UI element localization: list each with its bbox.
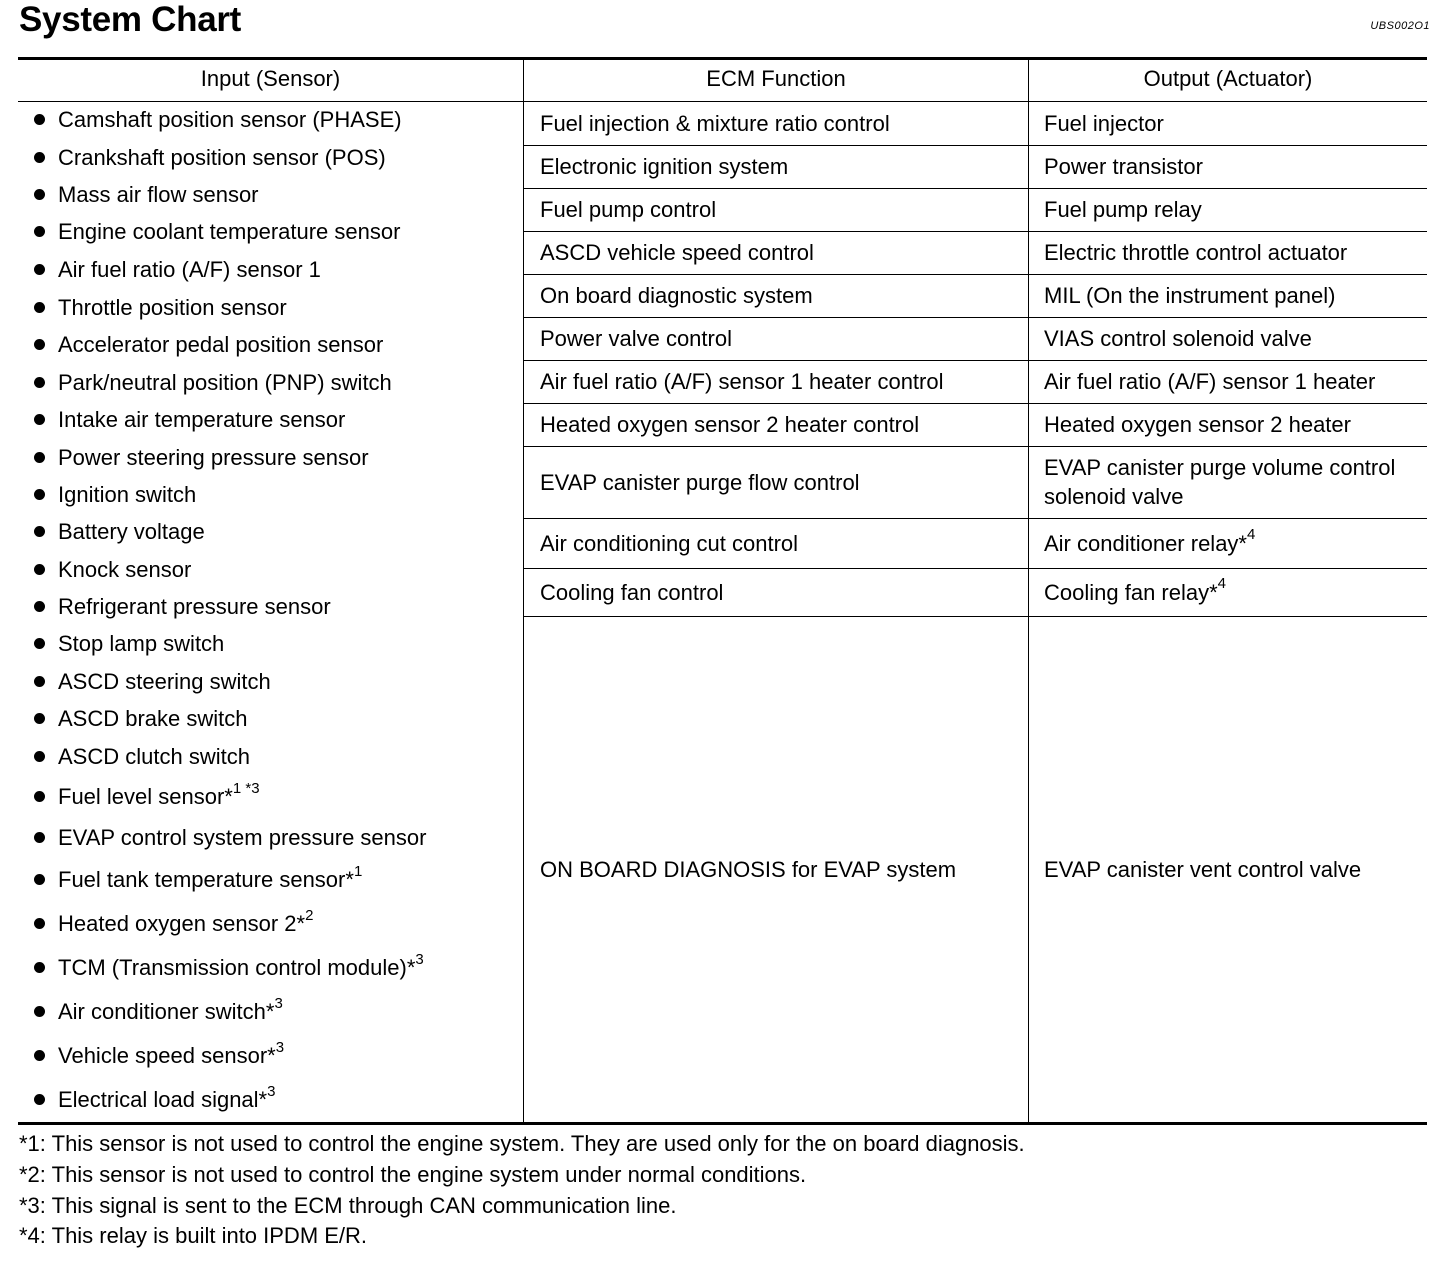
actuator-label: EVAP canister vent control valve bbox=[1044, 856, 1362, 882]
sensor-label: Park/neutral position (PNP) switch bbox=[58, 370, 392, 395]
bullet-icon bbox=[34, 264, 45, 275]
bullet-icon bbox=[34, 832, 45, 843]
actuator-output-cell bbox=[1044, 231, 1424, 274]
sensor-item bbox=[34, 825, 426, 851]
sensor-item bbox=[34, 594, 331, 620]
sensor-item bbox=[34, 631, 224, 657]
actuator-output-cell bbox=[1044, 145, 1424, 188]
sensor-label: Knock sensor bbox=[58, 557, 192, 582]
bullet-icon bbox=[34, 189, 45, 200]
table-bottom-rule bbox=[18, 1122, 1427, 1125]
actuator-label: VIAS control solenoid valve bbox=[1044, 326, 1312, 351]
sensor-item bbox=[34, 950, 424, 981]
sensor-item bbox=[34, 370, 392, 396]
sensor-label: Engine coolant temperature sensor bbox=[58, 219, 401, 244]
bullet-icon bbox=[34, 414, 45, 425]
bullet-icon bbox=[34, 1094, 45, 1105]
sensor-item bbox=[34, 1082, 276, 1113]
actuator-label: Electric throttle control actuator bbox=[1044, 240, 1348, 265]
actuator-output-cell bbox=[1044, 446, 1424, 518]
bullet-icon bbox=[34, 152, 45, 163]
actuator-output-cell bbox=[1044, 317, 1424, 360]
bullet-icon bbox=[34, 226, 45, 237]
sensor-footnote-ref: 3 bbox=[415, 950, 424, 968]
sensor-item bbox=[34, 862, 363, 893]
bullet-icon bbox=[34, 638, 45, 649]
bullet-icon bbox=[34, 713, 45, 724]
sensor-item bbox=[34, 557, 191, 583]
sensor-label: Heated oxygen sensor 2* bbox=[58, 911, 306, 936]
sensor-label: Battery voltage bbox=[58, 519, 205, 544]
header-input bbox=[18, 63, 523, 95]
bullet-icon bbox=[34, 1006, 45, 1017]
actuator-output-text bbox=[1044, 281, 1335, 310]
footnote-4: *4: This relay is built into IPDM E/R. bbox=[19, 1223, 368, 1248]
sensor-footnote-ref: 1 *3 bbox=[232, 779, 260, 797]
sensor-item bbox=[34, 706, 248, 732]
header-output bbox=[1029, 63, 1427, 95]
bullet-icon bbox=[34, 489, 45, 500]
bullet-icon bbox=[34, 874, 45, 885]
actuator-output-text bbox=[1044, 453, 1395, 511]
sensor-item bbox=[34, 1038, 285, 1069]
sensor-label: Electrical load signal* bbox=[58, 1087, 268, 1112]
sensor-label: ASCD clutch switch bbox=[58, 744, 250, 769]
sensor-item bbox=[34, 407, 345, 433]
sensor-footnote-ref: 2 bbox=[305, 906, 314, 924]
ecm-function-cell: Power valve control bbox=[540, 326, 732, 351]
actuator-output-cell bbox=[1044, 616, 1424, 1122]
sensor-footnote-ref: 3 bbox=[274, 994, 283, 1012]
document-code: UBS002O1 bbox=[1370, 20, 1430, 32]
ecm-function-cell: On board diagnostic system bbox=[540, 283, 813, 308]
actuator-label: Fuel injector bbox=[1044, 111, 1164, 136]
bullet-icon bbox=[34, 918, 45, 929]
bullet-icon bbox=[34, 601, 45, 612]
actuator-label: Heated oxygen sensor 2 heater bbox=[1044, 412, 1351, 437]
actuator-output-text bbox=[1044, 575, 1227, 607]
actuator-output-text bbox=[1044, 367, 1375, 396]
sensor-item bbox=[34, 107, 402, 133]
sensor-label: Fuel tank temperature sensor* bbox=[58, 867, 354, 892]
sensor-item bbox=[34, 994, 283, 1025]
sensor-item bbox=[34, 482, 196, 508]
actuator-output-cell bbox=[1044, 518, 1424, 568]
sensor-label: Accelerator pedal position sensor bbox=[58, 332, 384, 357]
bullet-icon bbox=[34, 1050, 45, 1061]
bullet-icon bbox=[34, 751, 45, 762]
sensor-label: Power steering pressure sensor bbox=[58, 445, 369, 470]
sensor-label: Camshaft position sensor (PHASE) bbox=[58, 107, 402, 132]
sensor-label: TCM (Transmission control module)* bbox=[58, 955, 416, 980]
sensor-footnote-ref: 3 bbox=[275, 1038, 285, 1056]
table-top-rule bbox=[18, 57, 1427, 60]
sensor-item bbox=[34, 744, 250, 770]
actuator-footnote-ref: 4 bbox=[1217, 575, 1227, 593]
sensor-label: ASCD brake switch bbox=[58, 706, 248, 731]
ecm-function-cell: Fuel injection & mixture ratio control bbox=[540, 111, 890, 136]
actuator-footnote-ref: 4 bbox=[1246, 526, 1256, 544]
actuator-label: MIL (On the instrument panel) bbox=[1044, 283, 1336, 308]
page-title: System Chart bbox=[19, 0, 242, 39]
sensor-item bbox=[34, 519, 205, 545]
sensor-item bbox=[34, 332, 383, 358]
sensor-label: Crankshaft position sensor (POS) bbox=[58, 145, 386, 170]
footnote-1: *1: This sensor is not used to control the engine system. They are used only for the on board diagnosis. bbox=[19, 1131, 1025, 1156]
footnote-3: *3: This signal is sent to the ECM through CAN communication line. bbox=[19, 1193, 677, 1218]
ecm-function-cell: Electronic ignition system bbox=[540, 154, 789, 179]
ecm-function-cell: ASCD vehicle speed control bbox=[540, 240, 814, 265]
column-divider-1 bbox=[523, 59, 524, 1123]
footnote-2: *2: This sensor is not used to control the engine system under normal conditions. bbox=[19, 1162, 807, 1187]
bullet-icon bbox=[34, 452, 45, 463]
actuator-output-cell bbox=[1044, 568, 1424, 616]
ecm-function-cell: Air fuel ratio (A/F) sensor 1 heater control bbox=[540, 369, 944, 394]
column-divider-2 bbox=[1028, 59, 1029, 1123]
actuator-label: Fuel pump relay bbox=[1044, 197, 1202, 222]
bullet-icon bbox=[34, 962, 45, 973]
sensor-item bbox=[34, 145, 386, 171]
sensor-label: Stop lamp switch bbox=[58, 631, 225, 656]
sensor-label: Ignition switch bbox=[58, 482, 197, 507]
sensor-label: Fuel level sensor* bbox=[58, 784, 233, 809]
header-output-main: Output bbox=[1143, 66, 1210, 91]
ecm-function-cell: Fuel pump control bbox=[540, 197, 717, 222]
bullet-icon bbox=[34, 676, 45, 687]
actuator-label: Cooling fan relay* bbox=[1044, 579, 1218, 605]
bullet-icon bbox=[34, 377, 45, 388]
sensor-item bbox=[34, 219, 400, 245]
actuator-output-text bbox=[1044, 855, 1361, 884]
actuator-output-text bbox=[1044, 195, 1202, 224]
bullet-icon bbox=[34, 114, 45, 125]
sensor-item bbox=[34, 779, 260, 810]
actuator-output-text bbox=[1044, 410, 1351, 439]
actuator-output-text bbox=[1044, 526, 1256, 558]
ecm-function-cell: Cooling fan control bbox=[540, 579, 724, 605]
ecm-function-cell: Air conditioning cut control bbox=[540, 530, 799, 556]
sensor-label: Air conditioner switch* bbox=[58, 999, 275, 1024]
actuator-label: Power transistor bbox=[1044, 154, 1203, 179]
sensor-label: Intake air temperature sensor bbox=[58, 407, 346, 432]
actuator-output-cell bbox=[1044, 403, 1424, 446]
actuator-output-text bbox=[1044, 109, 1164, 138]
sensor-item bbox=[34, 257, 321, 283]
bullet-icon bbox=[34, 302, 45, 313]
sensor-item bbox=[34, 295, 287, 321]
header-input-main: Input bbox=[200, 66, 250, 91]
sensor-label: ASCD steering switch bbox=[58, 669, 271, 694]
header-function: ECM Function bbox=[706, 66, 846, 91]
sensor-item bbox=[34, 906, 314, 937]
actuator-output-text bbox=[1044, 238, 1347, 267]
bullet-icon bbox=[34, 339, 45, 350]
actuator-output-cell bbox=[1044, 274, 1424, 317]
actuator-label: EVAP canister purge volume control bbox=[1044, 455, 1396, 480]
sensor-label: Mass air flow sensor bbox=[58, 182, 259, 207]
sensor-footnote-ref: 1 bbox=[353, 862, 363, 880]
sensor-item bbox=[34, 182, 259, 208]
actuator-label-line2: solenoid valve bbox=[1044, 484, 1184, 509]
sensor-label: Refrigerant pressure sensor bbox=[58, 594, 331, 619]
sensor-footnote-ref: 3 bbox=[267, 1082, 276, 1100]
bullet-icon bbox=[34, 526, 45, 537]
sensor-item bbox=[34, 445, 369, 471]
header-input-sub: (Sensor) bbox=[255, 66, 341, 91]
actuator-output-cell bbox=[1044, 102, 1424, 145]
sensor-label: Throttle position sensor bbox=[58, 295, 287, 320]
bullet-icon bbox=[34, 564, 45, 575]
actuator-label: Air fuel ratio (A/F) sensor 1 heater bbox=[1044, 369, 1376, 394]
actuator-output-cell bbox=[1044, 188, 1424, 231]
sensor-label: EVAP control system pressure sensor bbox=[58, 825, 427, 850]
sensor-label: Vehicle speed sensor* bbox=[58, 1043, 276, 1068]
header-output-sub: (Actuator) bbox=[1215, 66, 1313, 91]
sensor-label: Air fuel ratio (A/F) sensor 1 bbox=[58, 257, 321, 282]
actuator-output-text bbox=[1044, 152, 1203, 181]
actuator-output-cell bbox=[1044, 360, 1424, 403]
ecm-function-cell: EVAP canister purge flow control bbox=[540, 469, 860, 495]
actuator-output-text bbox=[1044, 324, 1312, 353]
sensor-item bbox=[34, 669, 271, 695]
bullet-icon bbox=[34, 791, 45, 802]
ecm-function-cell: Heated oxygen sensor 2 heater control bbox=[540, 412, 920, 437]
actuator-label: Air conditioner relay* bbox=[1044, 530, 1247, 556]
ecm-function-cell: ON BOARD DIAGNOSIS for EVAP system bbox=[540, 856, 957, 882]
